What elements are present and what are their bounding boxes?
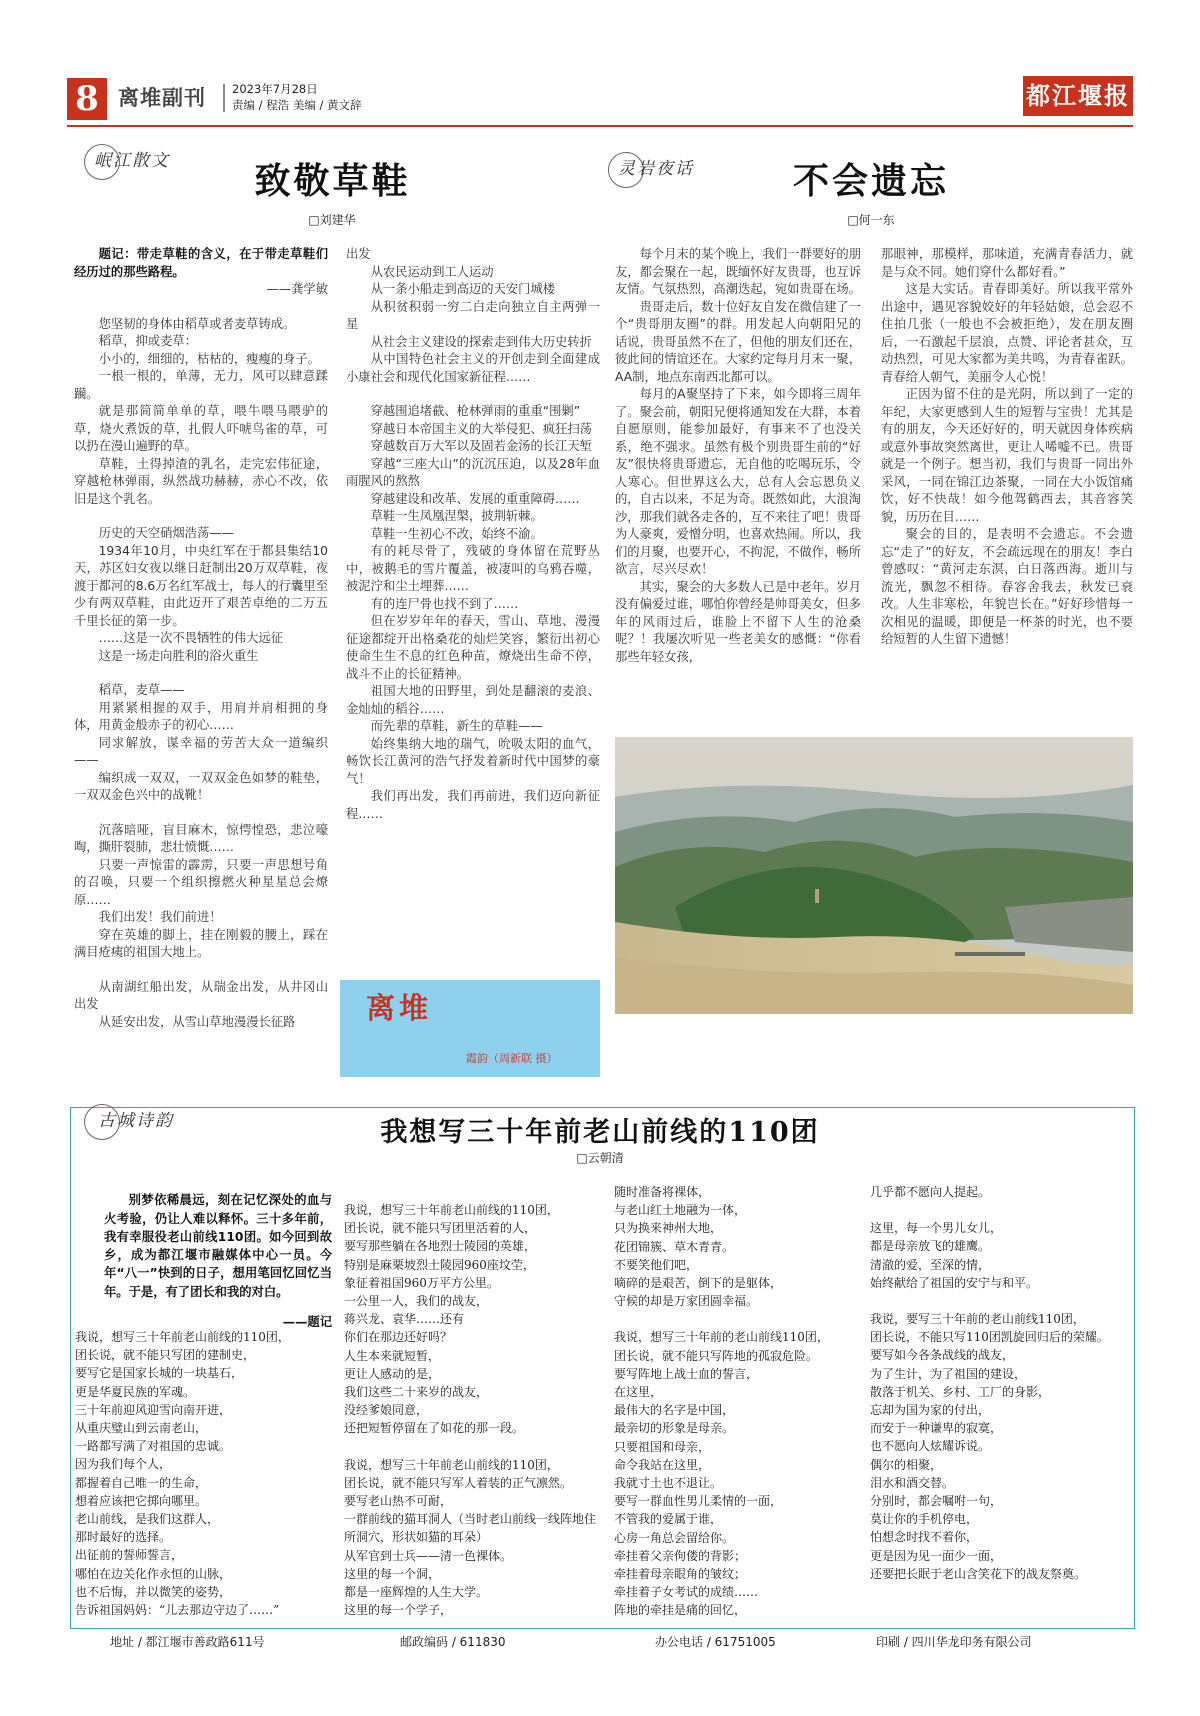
article-column: [346, 246, 600, 823]
column-tag-label: 岷江散文: [94, 151, 170, 171]
poem-line: 团长说，就不能只写阵地的孤寂危险。: [614, 1348, 819, 1363]
intro-paragraph: 别梦依稀晨远，刻在记忆深处的血与火考验，仍让人难以释怀。三十多年前，我有幸服役老山前线110团。如今回到故乡，成为都江堰市融媒体中心一员。今年“八一”快到的日子，想用笔回忆回忆当年。于是，有了团长和我的对白。: [104, 1193, 332, 1299]
poem-line: 象征着祖国960万平方公里。: [344, 1275, 499, 1290]
poem-line: 阵地的牵挂是痛的回忆，: [614, 1603, 747, 1618]
poem-line: 想着应该把它掷向哪里。: [75, 1493, 208, 1508]
article-paragraph: 始终集纳大地的瑞气，吮吸太阳的血气，畅饮长江黄河的浩气抒发着新时代中国梦的豪气！: [346, 736, 600, 786]
poem-line: 不管我的爱属于谁，: [614, 1512, 723, 1527]
poem-line: 泪水和酒交替。: [870, 1475, 955, 1490]
header-divider: [223, 84, 225, 112]
article-paragraph: 稻草，麦草——: [98, 683, 185, 697]
issue-date: 2023年7月28日: [232, 82, 318, 96]
poem-line: 只为换来神州大地，: [614, 1221, 723, 1236]
poem-line: 三十年前迎风迎雪向南开进，: [75, 1402, 232, 1417]
poem-line: 我说，想写三十年前老山前线的110团，: [344, 1203, 559, 1217]
poem-line: 要写那些躺在各地烈士陵园的英雄，: [344, 1239, 537, 1254]
poem-line: 守候的却是万家团圆幸福。: [614, 1294, 759, 1309]
poem-line: 嘀碎的是艰苦，倒下的是躯体，: [614, 1276, 783, 1291]
poem-line: 还把短暂停留在了如花的那一段。: [344, 1421, 525, 1436]
footer-address: 地址 / 都江堰市善政路611号: [110, 1635, 265, 1649]
poem-line: 也不愿向人炫耀诉说。: [870, 1439, 991, 1454]
poem-line: 要写一群血性男儿柔情的一面，: [614, 1494, 783, 1509]
poem-line: 团长说，就不能只写团的建制史，: [75, 1348, 256, 1363]
article-paragraph: 有的耗尽骨了，残破的身体留在荒野丛中，被鹅毛的雪片覆盖，被凄叫的乌鸦吞噬，被泥泞和尘土埋葬……: [346, 544, 600, 593]
article-paragraph: 沉落暗哑，盲目麻木，惊愕惶恐，悲泣嚎啕，撕肝裂肺，悲壮愤慨……: [74, 822, 328, 854]
poem-line: 团长说，就不能只写军人着装的正气凛然。: [344, 1475, 573, 1490]
poem-line: 这里，每一个男儿女儿，: [870, 1221, 1003, 1236]
poem-line: 一群前线的猫耳洞人（当时老山前线一线阵地住所洞穴，形状如猫的耳朵）: [344, 1512, 597, 1545]
poem-line: 哪怕在边关化作永恒的山脉，: [75, 1566, 232, 1581]
article-paragraph: 那眼神，那模样，那味道，充满青春活力，就是与众不同。她们穿什么都好看。”: [881, 247, 1133, 279]
poem-line: 清澈的爱，至深的情，: [870, 1257, 991, 1272]
poem-line: 散落于机关、乡村、工厂的身影，: [870, 1384, 1051, 1399]
article-paragraph: 贵哥走后，数十位好友自发在微信建了一个“贵哥朋友圈”的群。用发起人向朝阳兄的话说，贵哥虽然不在了，但他的朋友们还在，彼此间的情谊还在。大家约定每月月末一聚，AA制，地点东南西北都可以。: [615, 299, 861, 384]
poem-line: 与老山红土地融为一体，: [614, 1203, 747, 1218]
article-paragraph: 一根一根的，单薄，无力，风可以肆意蹂躏。: [74, 369, 328, 401]
poem-line: 一公里一人，我们的战友，: [344, 1294, 489, 1309]
poem-line: 特别是麻栗坡烈士陵园960座坟茔，: [344, 1257, 535, 1272]
article-paragraph: [74, 508, 328, 525]
poem-line: 团长说，不能只写110团凯旋回归后的荣耀。: [870, 1330, 1109, 1345]
poem-line: 要写如今各条战线的战友，: [870, 1348, 1015, 1363]
article-paragraph: 穿越围追堵截、枪林弹雨的重重“围剿”: [370, 404, 581, 418]
photo-credit: 霞韵（周新联 摄）: [466, 1052, 558, 1065]
article-column: [74, 246, 328, 1031]
poem-byline: □云朝清: [576, 1151, 624, 1165]
article-paragraph: 用紧紧相握的双手，用肩并肩相拥的身体，用黄金般赤子的初心……: [74, 700, 328, 732]
poem-line: 从重庆璧山到云南老山，: [75, 1421, 208, 1436]
column-tag-lingyan: [612, 158, 694, 180]
poem-line: 花团锦簇、草木青青。: [614, 1239, 735, 1254]
poem-line: 还要把长眠于老山含笑花下的战友祭奠。: [870, 1566, 1087, 1581]
footer-printer: 印刷 / 四川华龙印务有限公司: [876, 1635, 1032, 1649]
poem-line: 我说，要写三十年前的老山前线110团，: [870, 1312, 1085, 1327]
poem-line: 牵挂着母亲眼角的皱纹；: [614, 1567, 747, 1582]
article-column: [881, 246, 1133, 649]
poem-title: 我想写三十年前老山前线的110团: [380, 1117, 820, 1148]
poem-line: 牵挂着子女考试的成绩……: [614, 1585, 759, 1600]
article-paragraph: [74, 299, 328, 316]
article-paragraph: 小小的，细细的，枯枯的，瘦瘦的身子。: [98, 351, 320, 366]
article-paragraph: 每月的A聚坚持了下来，如今即将三周年了。聚会前，朝阳兄便将通知发在大群，本着自愿原则，能参加最好，有事来不了也没关系，绝不强求。虽然有极个别贵哥生前的“好友”很快将贵哥遗忘，无自他的吃喝玩乐，令人寒心。但世界这么大，总有人会忘恩负义的，自古以来，不足为奇。既然如此，大浪淘沙，那我们就各走各的，互不来往了吧！贵哥为人豪爽，爱憎分明，也喜欢热闹。所以，我们的月聚，也要开心，不拘泥，不做作，畅所欲言，尽兴尽欢！: [615, 387, 861, 576]
poem-line: 要写阵地上战士血的誓言，: [614, 1366, 759, 1381]
article-paragraph: 稻草，抑或麦草：: [98, 334, 197, 348]
article-paragraph: 从延安出发，从雪山草地漫漫长征路: [98, 1014, 296, 1029]
poem-line: 从军官到士兵——清一色裸体。: [344, 1548, 513, 1563]
article-paragraph: 编织成一双双，一双双金色如梦的鞋垫，一双双金色兴中的战靴！: [74, 770, 328, 802]
poem-line: 我说，想写三十年前老山前线的110团，: [75, 1330, 290, 1344]
poem-line: 那时最好的选择。: [75, 1530, 172, 1545]
article-paragraph: 穿越“三座大山”的沉沉压迫，以及28年血雨腥风的熬熬: [346, 456, 600, 488]
article-paragraph: [74, 962, 328, 979]
poem-line: 不要笑他们吧，: [614, 1257, 699, 1272]
poem-line: 最伟大的名字是中国，: [614, 1403, 735, 1418]
article-paragraph: 从一条小船走到高迈的天安门城楼: [370, 282, 556, 296]
article-paragraph: ——龚学敏: [266, 282, 328, 296]
poem-line: 几乎都不愿向人提起。: [870, 1185, 991, 1199]
article-paragraph: 草鞋一生凤凰涅槃，披荆斩棘。: [370, 509, 543, 523]
article-paragraph: 聚会的目的，是表明不会遗忘。不会遗忘“走了”的好友，不会疏远现在的朋友！李白曾感叹：“黄河走东溟，白日落西海。逝川与流光，飘忽不相待。春容舍我去，秋发已衰改。人生非寒松，年貌岂长在。”好好珍惜每一次相见的温暖，即便是一杯茶的时光，也不要给短暂的人生留下遗憾！: [881, 527, 1133, 646]
poem-line: 牵挂着父亲佝偻的背影；: [614, 1548, 747, 1563]
article-title: 不会遗忘: [792, 160, 949, 202]
photo-caption-title: 离堆: [366, 991, 433, 1025]
poem-line: 要写它是国家长城的一块基石，: [75, 1366, 244, 1381]
column-tag-label: 灵岩夜话: [618, 159, 694, 179]
poem-line: 莫让你的手机停电，: [870, 1512, 979, 1527]
article-paragraph: [74, 805, 328, 822]
article-paragraph: 从农民运动到工人运动: [370, 264, 494, 279]
article-paragraph: [346, 386, 600, 403]
editor-credits: 责编 / 程浩 美编 / 黄文辞: [232, 98, 362, 112]
article-paragraph: 穿越数百万大军以及固若金汤的长江天堑: [370, 439, 592, 453]
landscape-illustration: [615, 737, 1133, 1014]
article-paragraph: 草鞋，土得掉渣的乳名，走完宏伟征途，穿越枪林弹雨，纵然战功赫赫，赤心不改，依旧是这个乳名。: [74, 456, 328, 506]
column-tag-label: 古城诗韵: [98, 1111, 174, 1131]
article-byline: □刘建华: [308, 213, 356, 227]
article-paragraph: 从积贫积弱一穷二白走向独立自主两弹一星: [346, 299, 600, 331]
poem-line: 我说，想写三十年前的老山前线110团，: [614, 1330, 829, 1345]
poem-line: 心房一角总会留给你。: [614, 1530, 735, 1545]
poem-line: 都是一座辉煌的人生大学。: [344, 1585, 489, 1600]
article-paragraph: 每个月末的某个晚上，我们一群要好的朋友，都会聚在一起，既缅怀好友贵哥，也互诉友情。气氛热烈，高潮迭起，宛如贵哥在场。: [615, 247, 861, 296]
poem-column: [870, 1183, 1132, 1583]
article-paragraph: 穿越日本帝国主义的大举侵犯、疯狂扫荡: [370, 421, 592, 436]
footer-postcode: 邮政编码 / 611830: [400, 1635, 506, 1649]
article-paragraph: 穿在英雄的脚上，挂在刚毅的腰上，踩在满目疮痍的祖国大地上。: [74, 927, 328, 959]
poem-line: 这里的每一个学子，: [344, 1603, 453, 1618]
article-paragraph: 祖国大地的田野里，到处是翻滚的麦浪、金灿灿的稻谷……: [346, 684, 600, 716]
poem-line: 我就寸土也不退让。: [614, 1476, 723, 1491]
article-paragraph: 从南湖红船出发，从瑞金出发，从井冈山出发: [74, 979, 328, 1011]
poem-line: 人生本来就短暂，: [344, 1348, 441, 1363]
poem-line: 老山前线，是我们这群人，: [75, 1512, 220, 1527]
poem-line: 都握着自己唯一的生命，: [75, 1475, 208, 1490]
poem-column: [344, 1201, 606, 1619]
article-column: [615, 246, 861, 666]
poem-line: 我们这些二十来岁的战友，: [344, 1385, 489, 1400]
poem-line: [870, 1201, 1132, 1219]
article-paragraph: 您坚韧的身体由稻草或者麦草铸成。: [98, 316, 296, 331]
article-paragraph: 从中国特色社会主义的开创走到全面建成小康社会和现代化国家新征程……: [346, 352, 600, 384]
poem-line: 始终献给了祖国的安宁与和平。: [870, 1275, 1039, 1290]
poem-line: 因为我们每个人，: [75, 1457, 172, 1472]
article-paragraph: 我们出发！我们前进！: [98, 910, 222, 924]
poem-line: 蒋兴龙、袁华……还有: [344, 1312, 465, 1327]
article-paragraph: 同求解放，谋幸福的劳苦大众一道编织——: [74, 735, 328, 767]
footer-phone: 办公电话 / 61751005: [655, 1635, 776, 1649]
poem-column: [75, 1328, 315, 1619]
article-paragraph: 就是那简简单单的草，喂牛喂马喂驴的草，烧火煮饭的草，扎假人吓唬鸟雀的草，可以扔在漫山遍野的草。: [74, 404, 328, 453]
landscape-photo: [615, 737, 1133, 1014]
poem-line: 偶尔的相聚，: [870, 1457, 943, 1472]
article-paragraph: 题记：带走草鞋的含义，在于带走草鞋们经历过的那些路程。: [74, 247, 328, 279]
poem-line: 忘却为国为家的付出，: [870, 1403, 991, 1418]
poem-column: [614, 1183, 876, 1620]
intro-paragraph: ——题记: [282, 1315, 332, 1330]
header-rule: [67, 125, 1133, 127]
poem-line: 更让人感动的是，: [344, 1366, 441, 1381]
poem-line: 为了生计，为了祖国的建设，: [870, 1366, 1027, 1381]
poem-line: 更是因为见一面少一面，: [870, 1548, 1003, 1563]
column-tag-minjiang: [88, 150, 170, 172]
poem-line: 都是母亲放飞的雄鹰。: [870, 1239, 991, 1254]
poem-line: 你们在那边还好吗？: [344, 1330, 453, 1345]
poem-line: 随时准备将裸体，: [614, 1185, 711, 1199]
article-paragraph: 这是大实话。青春即美好。所以我平常外出途中，遇见容貌姣好的年轻姑娘，总会忍不住拍几张（一般也不会被拒绝），发在朋友圈后，一石激起千层浪，点赞、评论者甚众，互动热烈，可见大家都为美共鸣，为青春雀跃。青春给人朝气，美丽令人心悦！: [881, 282, 1133, 384]
article-paragraph: 从社会主义建设的探索走到伟大历史转折: [370, 334, 592, 349]
poem-line: 最亲切的形象是母亲。: [614, 1421, 735, 1436]
poem-line: [870, 1292, 1132, 1310]
section-name: 离堆副刊: [118, 86, 206, 110]
poem-line: [344, 1438, 606, 1456]
article-paragraph: ……这是一次不畏牺牲的伟大远征: [98, 631, 284, 645]
newspaper-masthead: 都江堰报: [1023, 76, 1133, 116]
article-paragraph: 但在岁岁年年的春天，雪山、草地、漫漫征途都绽开出格桑花的灿烂笑容，繁衍出初心使命生生不息的红色种苗，燎烧出生命不停，战斗不止的长征精神。: [346, 614, 600, 681]
article-paragraph: 1934年10月，中央红军在于都县集结10天，苏区妇女夜以继日赶制出20万双草鞋，夜渡于都河的8.6万名红军战士，每人的行囊里至少有两双草鞋，由此迈开了艰苦卓绝的二万五千里长征的第一步。: [74, 543, 328, 628]
poem-line: 一路都写满了对祖国的忠诚。: [75, 1439, 232, 1454]
article-paragraph: 其实，聚会的大多数人已是中老年。岁月没有偏爱过谁，哪怕你曾经是帅哥美女，但多年的风雨过后，谁脸上不留下人生的沧桑呢？！我屡次听见一些老美女的感慨：“你看那些年轻女孩，: [615, 579, 861, 664]
article-paragraph: 历史的天空硝烟浩荡——: [98, 526, 234, 540]
article-paragraph: 而先辈的草鞋，新生的草鞋——: [370, 719, 543, 733]
article-title: 致敬草鞋: [254, 160, 411, 202]
article-paragraph: 草鞋一生初心不改，始终不渝。: [370, 526, 543, 541]
poem-line: 告诉祖国妈妈：“儿去那边守边了……”: [75, 1603, 280, 1618]
article-paragraph: 穿越建设和改革、发展的重重障碍……: [370, 491, 580, 506]
poem-line: 这里的每一个洞，: [344, 1566, 441, 1581]
poem-line: 命令我站在这里，: [614, 1457, 711, 1472]
article-paragraph: 我们再出发，我们再前进，我们迈向新征程……: [346, 789, 600, 821]
poem-line: 没经爹娘同意，: [344, 1403, 429, 1418]
page-number: 8: [67, 78, 107, 120]
poem-line: 分别时，都会嘱咐一句，: [870, 1494, 1003, 1509]
poem-intro: [104, 1179, 332, 1344]
poem-line: 只要祖国和母亲，: [614, 1439, 711, 1454]
article-paragraph: 只要一声惊雷的霹雳，只要一声思想号角的召唤，只要一个组织擦燃火种星星总会燎原……: [74, 857, 328, 907]
poem-line: [614, 1310, 876, 1328]
article-paragraph: [74, 665, 328, 682]
poem-line: 更是华夏民族的军魂。: [75, 1384, 196, 1399]
article-byline: □何一东: [847, 213, 895, 227]
article-paragraph: 出发: [346, 247, 371, 261]
poem-line: 在这里，: [614, 1385, 663, 1400]
poem-line: 团长说，就不能只写团里活着的人，: [344, 1221, 537, 1236]
poem-line: 我说，想写三十年前老山前线的110团，: [344, 1457, 559, 1472]
poem-line: 也不后悔，并以微笑的姿势，: [75, 1584, 232, 1599]
article-paragraph: 有的连尸骨也找不到了……: [370, 596, 519, 611]
poem-line: 怕想念时找不着你，: [870, 1530, 979, 1545]
poem-line: 要写老山热不可耐，: [344, 1494, 453, 1509]
article-paragraph: 正因为留不住的是光阴，所以到了一定的年纪，大家更感到人生的短暂与宝贵！尤其是有的朋友，今天还好好的，明天就因身体疾病或意外事故突然离世，更让人唏嘘不已。贵哥就是一个例子。想当初，我们与贵哥一同出外采风，一同在锦江边茶聚，一同在大小饭馆痛饮，好不快哉！如今他驾鹤西去，其音容笑貌，历历在目……: [881, 387, 1133, 524]
poem-line: 而安于一种谦卑的寂寞，: [870, 1421, 1003, 1436]
article-paragraph: 这是一场走向胜利的浴火重生: [98, 648, 259, 663]
poem-line: 出征前的誓师誓言，: [75, 1548, 184, 1563]
